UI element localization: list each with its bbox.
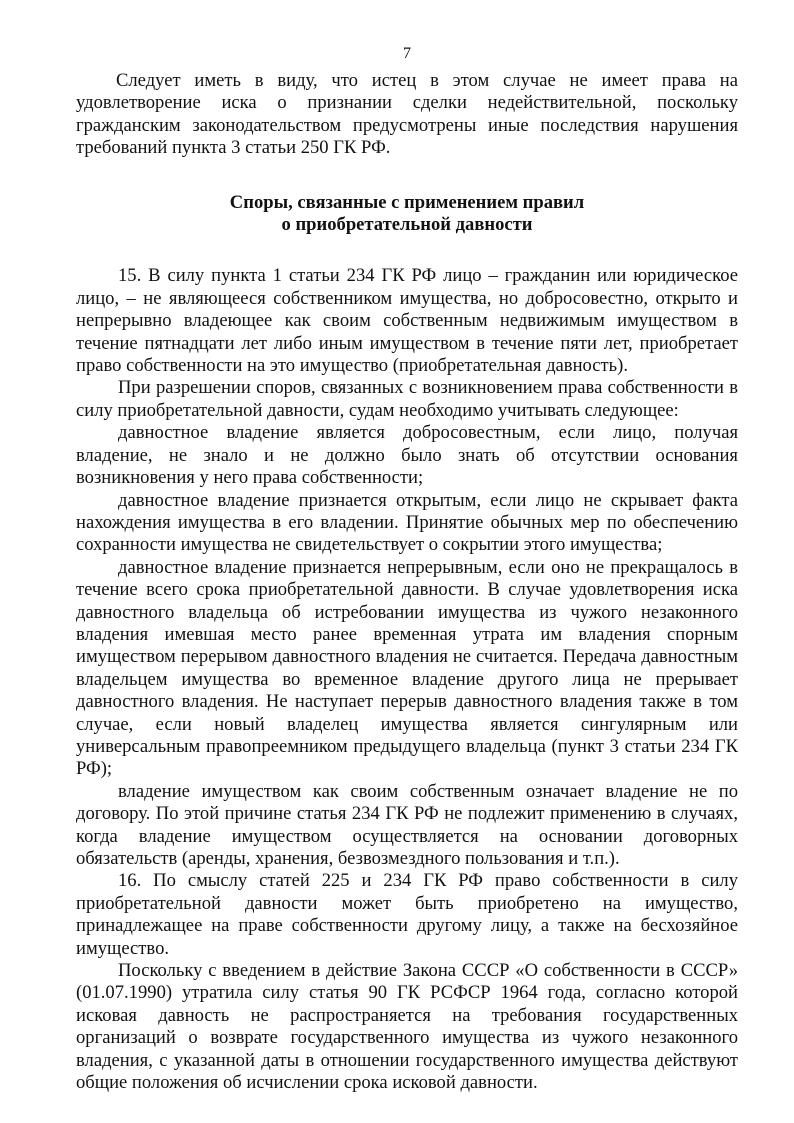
page-number: 7 <box>403 45 411 62</box>
paragraph-disputes-intro: При разрешении споров, связанных с возникновением права собственности в силу приобретательной давности, судам необходимо учитывать следующее: <box>76 377 738 421</box>
intro-paragraph: Следует иметь в виду, что истец в этом случае не имеет права на удовлетворение иска о признании сделки недействительной, поскольку гражданским законодательством предусмотрены иные последствия нарушения требований пункта 3 статьи 250 ГК РФ. <box>76 70 738 159</box>
document-page <box>76 44 738 1094</box>
section-heading <box>76 192 738 237</box>
paragraph-15: 15. В силу пункта 1 статьи 234 ГК РФ лицо – гражданин или юридическое лицо, – не являющееся собственником имущества, но добросовестно, открыто и непрерывно владеющее как своим собственным недвижимым имуществом в течение пятнадцати лет либо иным имуществом в течение пяти лет, приобретает право собственности на это имущество (приобретательная давность). <box>76 265 738 377</box>
paragraph-continuous-possession: давностное владение признается непрерывным, если оно не прекращалось в течение всего срока приобретательной давности. В случае удовлетворения иска давностного владельца об истребовании имущества из чужого незаконного владения имевшая место ранее временная утрата им владения спорным имуществом перерывом давностного владения не считается. Передача давностным владельцем имущества во временное владение другого лица не прерывает давностного владения. Не наступает перерыв давностного владения также в том случае, если новый владелец имущества является сингулярным или универсальным правопреемником предыдущего владельца (пункт 3 статьи 234 ГК РФ); <box>76 556 738 780</box>
paragraph-open-possession: давностное владение признается открытым, если лицо не скрывает факта нахождения имущества в его владении. Принятие обычных мер по обеспечению сохранности имущества не свидетельствует о сокрытии этого имущества; <box>76 489 738 556</box>
section-heading-line-1: Споры, связанные с применением правил <box>229 191 585 213</box>
paragraph-own-possession: владение имуществом как своим собственным означает владение не по договору. По этой причине статья 234 ГК РФ не подлежит применению в случаях, когда владение имуществом осуществляется на основании договорных обязательств (аренды, хранения, безвозмездного пользования и т.п.). <box>76 780 738 869</box>
section-heading-line-2: о приобретательной давности <box>281 214 533 236</box>
paragraph-good-faith: давностное владение является добросовестным, если лицо, получая владение, не знало и не должно было знать об отсутствии основания возникновения у него права собственности; <box>76 422 738 489</box>
paragraph-ussr-law: Поскольку с введением в действие Закона СССР «О собственности в СССР» (01.07.1990) утратила силу статья 90 ГК РСФСР 1964 года, согласно которой исковая давность не распространяется на требования государственных организаций о возврате государственного имущества из чужого незаконного владения, с указанной даты в отношении государственного имущества действуют общие положения об исчислении срока исковой давности. <box>76 960 738 1094</box>
paragraph-16: 16. По смыслу статей 225 и 234 ГК РФ право собственности в силу приобретательной давности может быть приобретено на имущество, принадлежащее на праве собственности другому лицу, а также на бесхозяйное имущество. <box>76 870 738 959</box>
